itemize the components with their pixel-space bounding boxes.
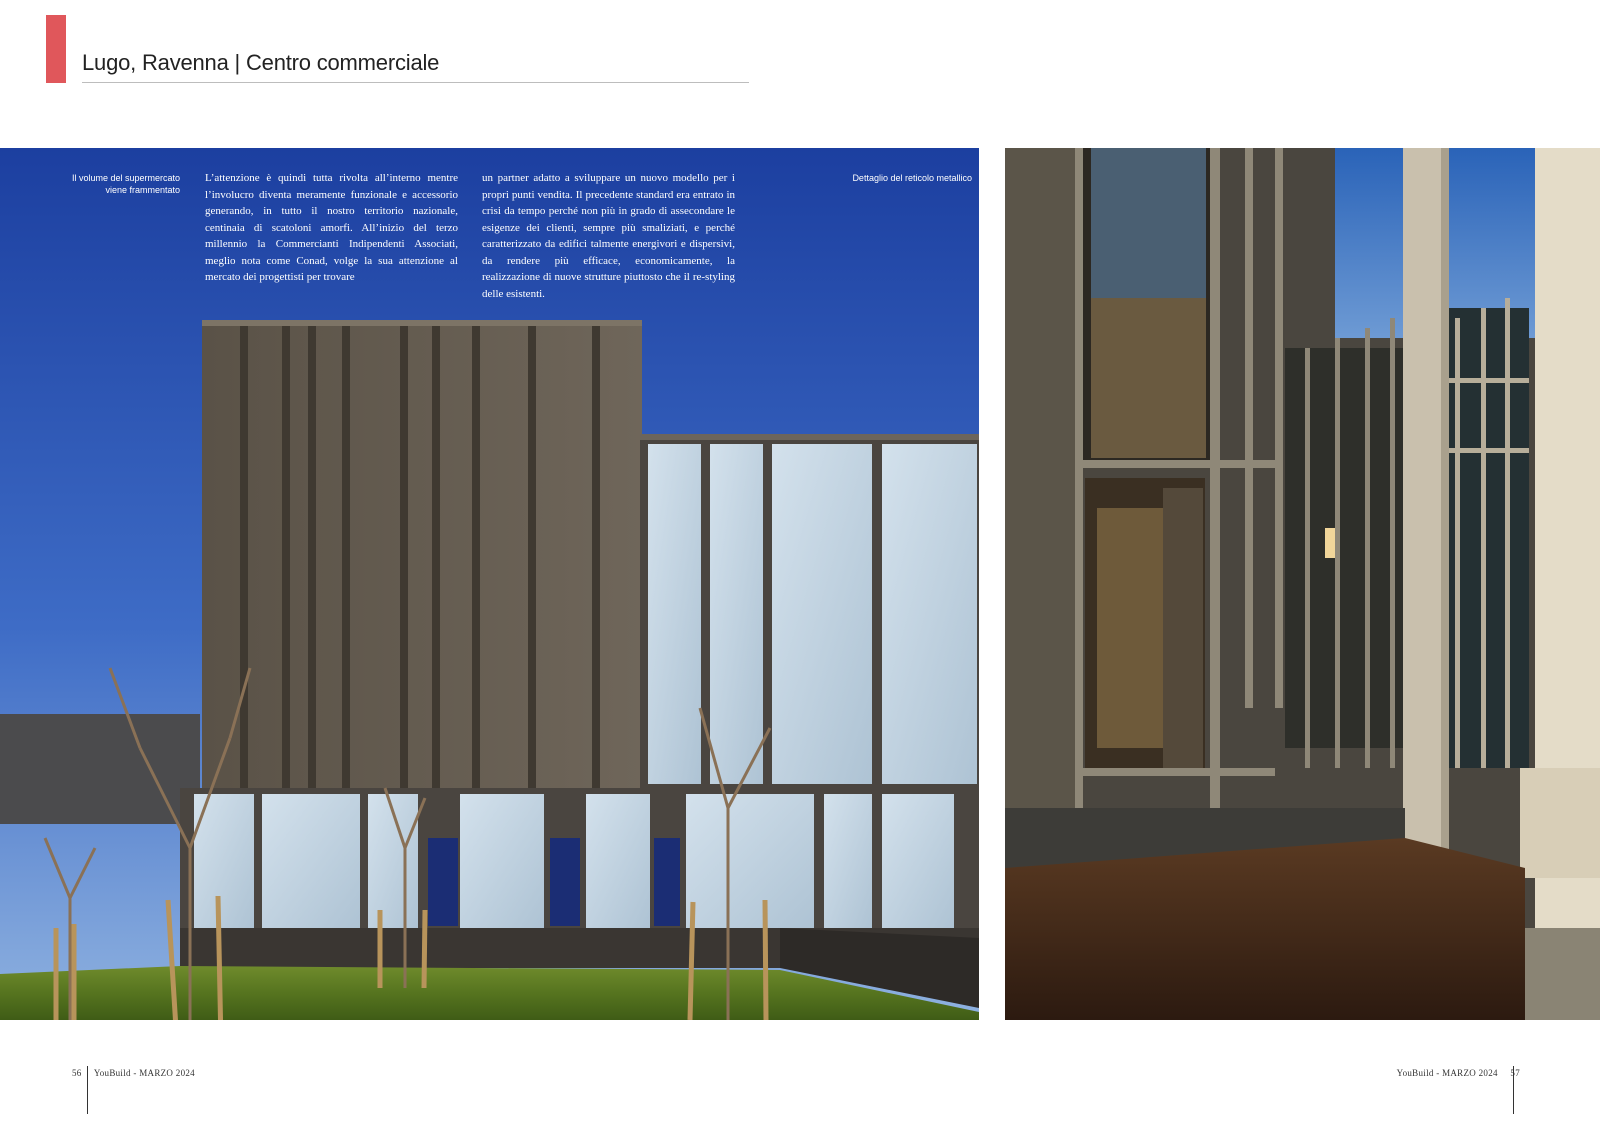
page-number-right: 57 [1510, 1068, 1520, 1078]
header-accent-bar [46, 15, 66, 83]
body-paragraph: L’attenzione è quindi tutta rivolta all’interno mentre l’involucro diventa meramente funzionale e accessorio generando, in tutto il nostro territorio nazionale, centinaia di scatoloni amorfi. All’inizio del terzo millennio la Commercianti Indipendenti Associati, meglio nota come Conad, volge la sua attenzione al mercato dei progettisti per trovare [205, 172, 458, 283]
magazine-issue-left: YouBuild - MARZO 2024 [93, 1068, 195, 1078]
page-number-left: 56 [72, 1068, 82, 1078]
header-rule [82, 82, 749, 83]
body-text-column-2 [482, 170, 735, 302]
caption-metal-grid: Dettaglio del reticolo metallico [852, 173, 972, 183]
magazine-issue-right: YouBuild - MARZO 2024 [1396, 1068, 1498, 1078]
body-text-column-1 [205, 170, 458, 286]
body-paragraph: un partner adatto a sviluppare un nuovo modello per i propri punti vendita. Il precedente standard era entrato in crisi da tempo perché non più in grado di assecondare le esigenze dei clienti, sempre più smaliziati, e perché caratterizzato da edifici talmente energivori e dispersivi, da rendere più efficace, economicamente, la realizzazione di nuove strutture piuttosto che il re-styling delle esistenti. [482, 172, 735, 300]
folio-left [72, 1068, 195, 1078]
folio-right [1397, 1068, 1520, 1078]
photo-metal-grid-detail [1005, 148, 1600, 1020]
page-title: Lugo, Ravenna | Centro commerciale [82, 50, 440, 75]
caption-supermarket-volume: Il volume del supermercato viene frammentato [71, 173, 180, 195]
